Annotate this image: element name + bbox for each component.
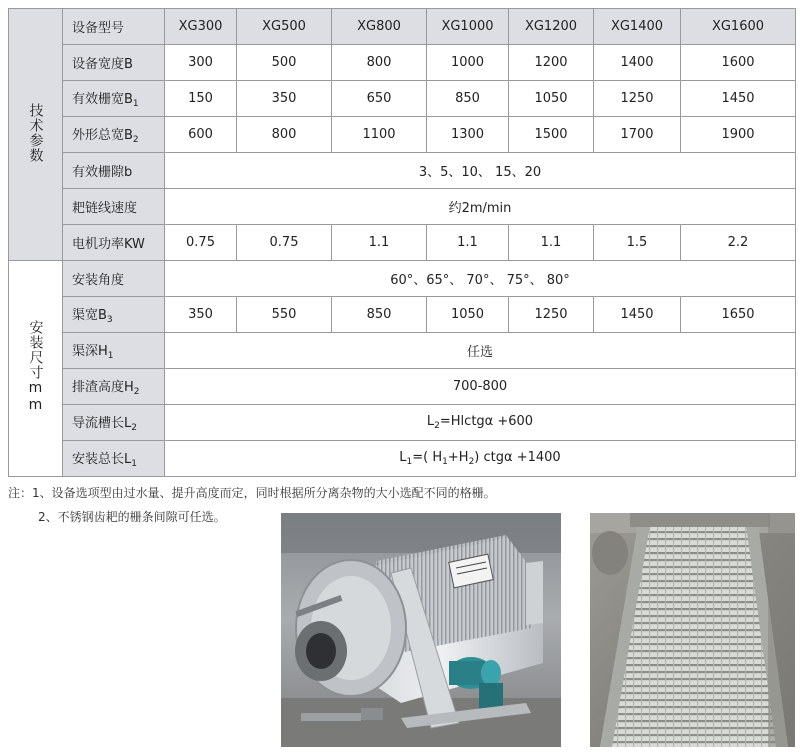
row-label: 有效栅宽$B_1$: [63, 81, 165, 117]
value-cell: 800: [332, 45, 427, 81]
value-cell: 1900: [681, 117, 796, 153]
merged-value-cell: 3、5、10、 15、20: [165, 153, 796, 189]
row-label: 设备型号: [63, 9, 165, 45]
table-row-grid-width-b1: [9, 81, 796, 117]
table-row-gap-b: [9, 153, 796, 189]
value-cell: 1050: [427, 297, 509, 333]
value-cell: 350: [165, 297, 237, 333]
side-label-tech: 技术参数: [9, 9, 63, 261]
table-row-guide-length-l2: [9, 405, 796, 441]
value-cell: 600: [165, 117, 237, 153]
value-cell: 500: [237, 45, 332, 81]
table-row-discharge-height-h2: [9, 369, 796, 405]
row-label: 导流槽长$L_2$: [63, 405, 165, 441]
row-label: 渠宽$B_3$: [63, 297, 165, 333]
value-cell: 1450: [594, 297, 681, 333]
value-cell: 0.75: [237, 225, 332, 261]
table-row-channel-depth-h1: [9, 333, 796, 369]
value-cell: 1400: [594, 45, 681, 81]
formula-cell: $L_1=$( $H_1+H_2$) ctgα +1400: [165, 441, 796, 477]
value-cell: 850: [427, 81, 509, 117]
model-cell: XG1600: [681, 9, 796, 45]
table-row-total-width-b2: [9, 117, 796, 153]
value-cell: 550: [237, 297, 332, 333]
merged-value-cell: 约2m/min: [165, 189, 796, 225]
value-cell: 1700: [594, 117, 681, 153]
header-row: [9, 9, 796, 45]
grille-rake-chain-photo: [590, 513, 795, 747]
row-label: 安装角度: [63, 261, 165, 297]
row-label: 电机功率KW: [63, 225, 165, 261]
value-cell: 800: [237, 117, 332, 153]
value-cell: 1500: [509, 117, 594, 153]
spec-table: [8, 8, 796, 477]
value-cell: 300: [165, 45, 237, 81]
value-cell: 1.5: [594, 225, 681, 261]
value-cell: 850: [332, 297, 427, 333]
table-row-channel-width-b3: [9, 297, 796, 333]
model-cell: XG1200: [509, 9, 594, 45]
value-cell: 1000: [427, 45, 509, 81]
formula-cell: $L_2=Hlctg\alpha +600$: [165, 405, 796, 441]
model-cell: XG300: [165, 9, 237, 45]
value-cell: 1600: [681, 45, 796, 81]
model-cell: XG800: [332, 9, 427, 45]
row-label: 外形总宽$B_2$: [63, 117, 165, 153]
row-label: 耙链线速度: [63, 189, 165, 225]
model-cell: XG1400: [594, 9, 681, 45]
value-cell: 2.2: [681, 225, 796, 261]
value-cell: 150: [165, 81, 237, 117]
merged-value-cell: 任选: [165, 333, 796, 369]
rotary-grille-machine-photo: [281, 513, 561, 747]
value-cell: 1.1: [332, 225, 427, 261]
value-cell: 650: [332, 81, 427, 117]
note-line-1: 注：1、设备选项型由过水量、提升高度而定，同时根据所分离杂物的大小选配不同的格栅。: [8, 486, 496, 500]
note-line-2: 2、不锈钢齿耙的栅条间隙可任选。: [38, 510, 226, 524]
value-cell: 1250: [594, 81, 681, 117]
model-cell: XG1000: [427, 9, 509, 45]
value-cell: 1250: [509, 297, 594, 333]
table-row-install-angle: [9, 261, 796, 297]
value-cell: 0.75: [165, 225, 237, 261]
value-cell: 1450: [681, 81, 796, 117]
row-label: 安装总长$L_1$: [63, 441, 165, 477]
value-cell: 350: [237, 81, 332, 117]
table-row-total-length-l1: [9, 441, 796, 477]
side-label-install: 安装尺寸mm: [9, 261, 63, 477]
table-row-motor-power: [9, 225, 796, 261]
row-label: 有效栅隙b: [63, 153, 165, 189]
value-cell: 1200: [509, 45, 594, 81]
value-cell: 1650: [681, 297, 796, 333]
row-label: 渠深$H_1$: [63, 333, 165, 369]
value-cell: 1100: [332, 117, 427, 153]
row-label: 排渣高度$H_2$: [63, 369, 165, 405]
merged-value-cell: 60°、65°、 70°、 75°、 80°: [165, 261, 796, 297]
value-cell: 1.1: [427, 225, 509, 261]
table-row-width-b: [9, 45, 796, 81]
model-cell: XG500: [237, 9, 332, 45]
value-cell: 1050: [509, 81, 594, 117]
row-label: 设备宽度B: [63, 45, 165, 81]
value-cell: 1.1: [509, 225, 594, 261]
table-row-chain-speed: [9, 189, 796, 225]
merged-value-cell: 700-800: [165, 369, 796, 405]
value-cell: 1300: [427, 117, 509, 153]
